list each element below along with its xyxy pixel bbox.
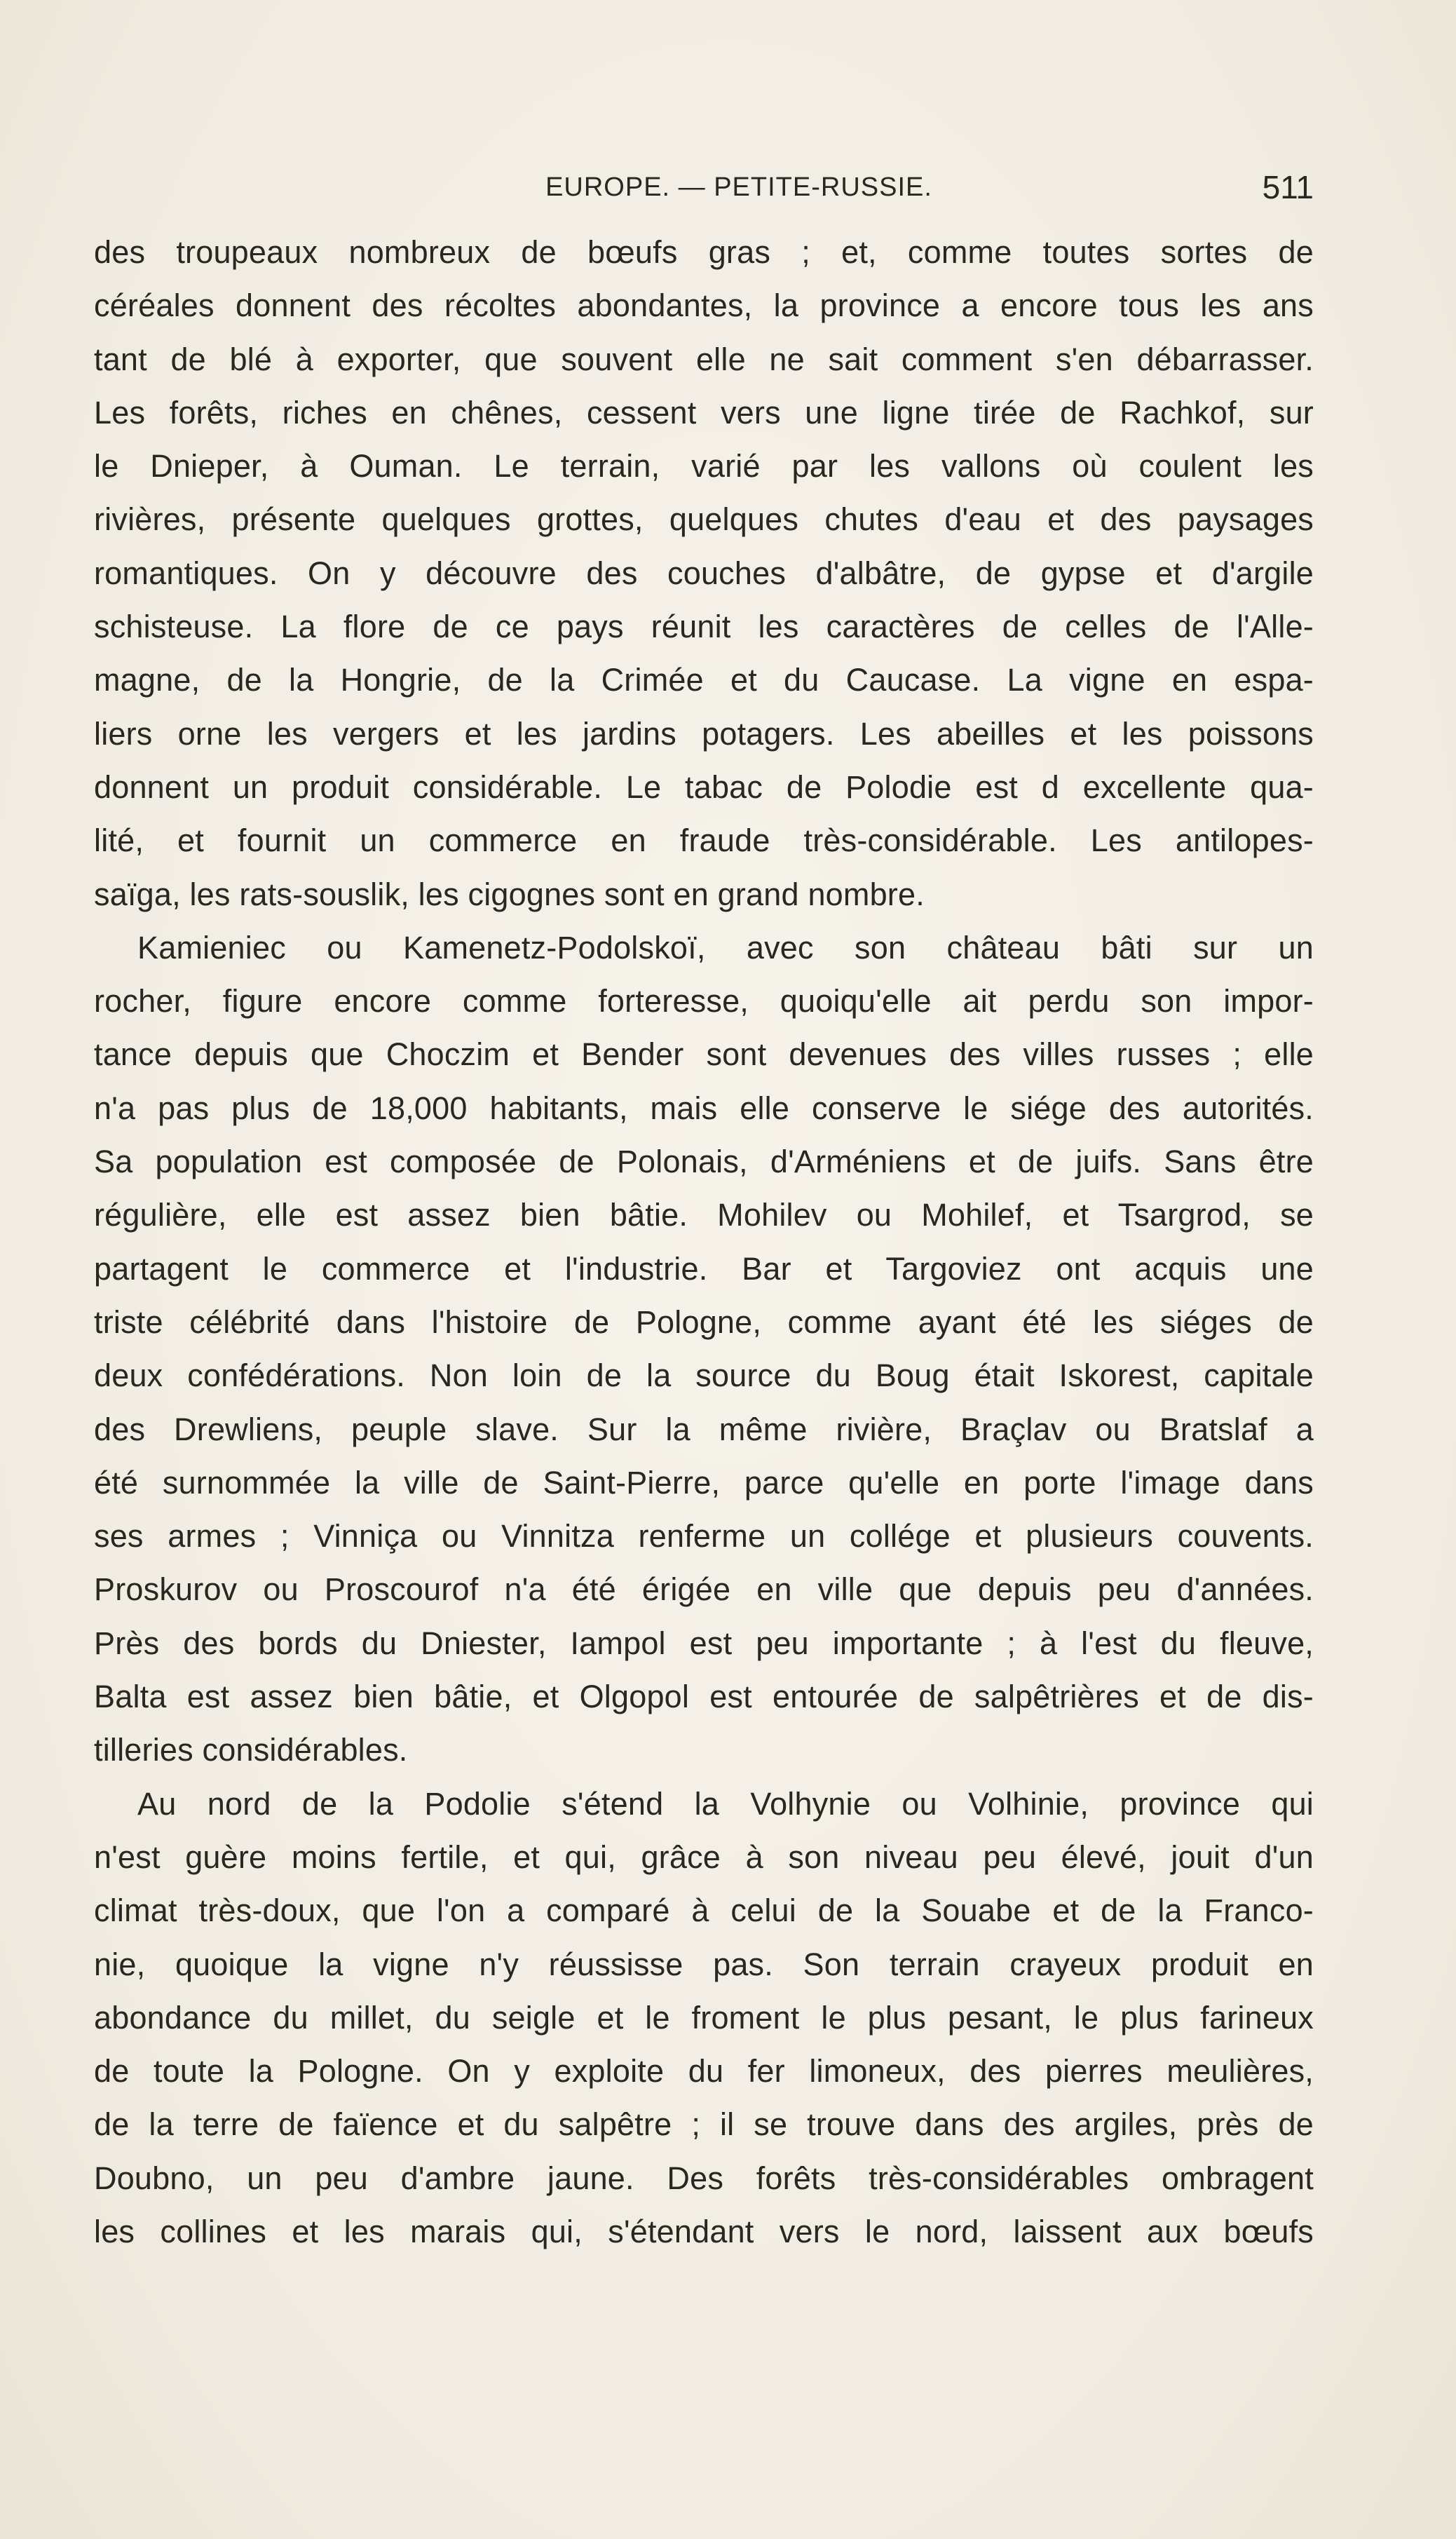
- text-line: ses armes ; Vinniça ou Vinnitza renferme un collége et plusieurs couvents.: [94, 1518, 1314, 1555]
- text-line: régulière, elle est assez bien bâtie. Mohilev ou Mohilef, et Tsargrod, se: [94, 1197, 1314, 1233]
- page-header: [94, 160, 1314, 209]
- text-line: climat très-doux, que l'on a comparé à celui de la Souabe et de la Franco-: [94, 1893, 1314, 1929]
- text-line: liers orne les vergers et les jardins potagers. Les abeilles et les poissons: [94, 715, 1314, 752]
- text-line: deux confédérations. Non loin de la source du Boug était Iskorest, capitale: [94, 1357, 1314, 1394]
- text-line: partagent le commerce et l'industrie. Bar et Targoviez ont acquis une: [94, 1250, 1314, 1287]
- text-line: Sa population est composée de Polonais, d'Arméniens et de juifs. Sans être: [94, 1144, 1314, 1180]
- text-line: Kamieniec ou Kamenetz-Podolskoï, avec son château bâti sur un: [137, 929, 1314, 966]
- text-line: n'est guère moins fertile, et qui, grâce à son niveau peu élevé, jouit d'un: [94, 1839, 1314, 1875]
- text-line: tilleries considérables.: [94, 1732, 408, 1768]
- text-line: n'a pas plus de 18,000 habitants, mais elle conserve le siége des autorités.: [94, 1090, 1314, 1126]
- body-text: [94, 226, 1314, 2259]
- text-line: nie, quoique la vigne n'y réussisse pas. Son terrain crayeux produit en: [94, 1946, 1314, 1982]
- text-line: tance depuis que Choczim et Bender sont devenues des villes russes ; elle: [94, 1036, 1314, 1073]
- text-line: Les forêts, riches en chênes, cessent vers une ligne tirée de Rachkof, sur: [94, 394, 1314, 431]
- text-line: lité, et fournit un commerce en fraude très-considérable. Les antilopes-: [94, 822, 1314, 859]
- text-line: magne, de la Hongrie, de la Crimée et du Caucase. La vigne en espa-: [94, 662, 1314, 698]
- text-line: Proskurov ou Proscourof n'a été érigée en ville que depuis peu d'années.: [94, 1571, 1314, 1608]
- text-line: triste célébrité dans l'histoire de Pologne, comme ayant été les siéges de: [94, 1304, 1314, 1340]
- text-line: de toute la Pologne. On y exploite du fer limoneux, des pierres meulières,: [94, 2053, 1314, 2090]
- text-line: le Dnieper, à Ouman. Le terrain, varié par les vallons où coulent les: [94, 448, 1314, 485]
- text-line: abondance du millet, du seigle et le froment le plus pesant, le plus farineux: [94, 1999, 1314, 2036]
- text-line: céréales donnent des récoltes abondantes, la province a encore tous les ans: [94, 287, 1314, 324]
- running-title: EUROPE. — PETITE-RUSSIE.: [545, 172, 932, 202]
- page-number: 511: [1262, 169, 1314, 205]
- text-line: rivières, présente quelques grottes, quelques chutes d'eau et des paysages: [94, 501, 1314, 538]
- text-line: Près des bords du Dniester, Iampol est peu importante ; à l'est du fleuve,: [94, 1625, 1314, 1661]
- text-line: Doubno, un peu d'ambre jaune. Des forêts très-considérables ombragent: [94, 2160, 1314, 2196]
- text-line: romantiques. On y découvre des couches d'albâtre, de gypse et d'argile: [94, 555, 1314, 591]
- text-line: des Drewliens, peuple slave. Sur la même rivière, Braçlav ou Bratslaf a: [94, 1411, 1314, 1447]
- text-line: de la terre de faïence et du salpêtre ; il se trouve dans des argiles, près de: [94, 2106, 1314, 2143]
- text-line: donnent un produit considérable. Le tabac de Polodie est d excellente qua-: [94, 769, 1314, 805]
- text-line: des troupeaux nombreux de bœufs gras ; et, comme toutes sortes de: [94, 234, 1314, 270]
- text-line: Au nord de la Podolie s'étend la Volhynie ou Volhinie, province qui: [137, 1785, 1314, 1822]
- text-line: tant de blé à exporter, que souvent elle ne sait comment s'en débarrasser.: [94, 341, 1314, 377]
- text-line: Balta est assez bien bâtie, et Olgopol est entourée de salpêtrières et de dis-: [94, 1679, 1314, 1715]
- text-line: saïga, les rats-souslik, les cigognes sont en grand nombre.: [94, 876, 925, 912]
- text-line: les collines et les marais qui, s'étendant vers le nord, laissent aux bœufs: [94, 2213, 1314, 2249]
- text-line: rocher, figure encore comme forteresse, quoiqu'elle ait perdu son impor-: [94, 983, 1314, 1020]
- text-line: été surnommée la ville de Saint-Pierre, parce qu'elle en porte l'image dans: [94, 1464, 1314, 1501]
- text-line: schisteuse. La flore de ce pays réunit les caractères de celles de l'Alle-: [94, 609, 1314, 645]
